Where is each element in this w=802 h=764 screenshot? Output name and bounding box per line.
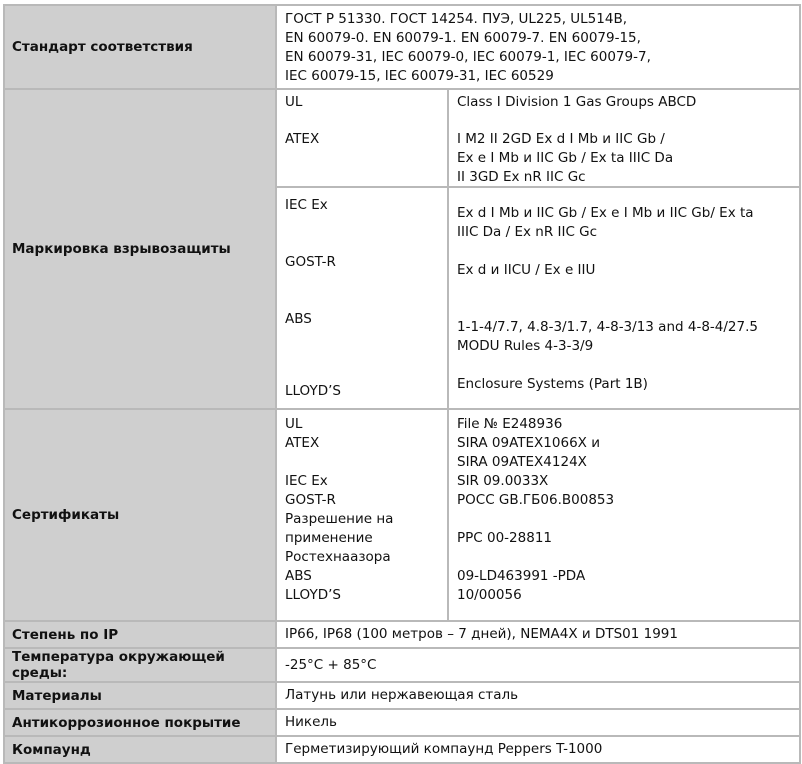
cert-gostr-value: РОСС GB.ГБ06.В00853 xyxy=(457,492,615,508)
value-materials: Латунь или нержавеющая сталь xyxy=(276,682,800,709)
marking-gostr-value: Ex d и IICU / Ex e IIU xyxy=(457,262,596,278)
label-compound: Компаунд xyxy=(4,736,276,763)
spec-table xyxy=(3,4,801,764)
label-certificates: Сертификаты xyxy=(4,409,276,621)
cert-iecex-value: SIR 09.0033X xyxy=(457,473,549,489)
label-ip: Степень по IP xyxy=(4,621,276,648)
marking-ul-name: UL xyxy=(285,94,303,110)
row-coating xyxy=(4,709,800,736)
marking-iecex-value: Ex d I Mb и IIC Gb / Ex e I Mb и IIC Gb/ Ex ta xyxy=(457,205,754,221)
cert-rtn-name: Разрешение на xyxy=(285,511,394,527)
value-standard xyxy=(276,5,800,89)
standard-line: ГОСТ Р 51330. ГОСТ 14254. ПУЭ, UL225, UL514B, xyxy=(285,11,627,27)
cert-abs-name: ABS xyxy=(285,568,312,584)
certificates-subtable xyxy=(276,409,800,621)
label-temperature: Температура окружающей среды: xyxy=(4,648,276,682)
certificates-values xyxy=(449,410,799,620)
certificates-names xyxy=(277,410,449,620)
marking-ul-value: Class I Division 1 Gas Groups ABCD xyxy=(457,94,697,110)
label-materials: Материалы xyxy=(4,682,276,709)
marking-values xyxy=(449,90,799,408)
cert-atex-name: ATEX xyxy=(285,435,320,451)
cert-lloyds-value: 10/00056 xyxy=(457,587,522,603)
marking-gostr-name: GOST-R xyxy=(285,254,336,270)
marking-names xyxy=(277,90,449,408)
standard-line: IEC 60079-15, IEC 60079-31, IEC 60529 xyxy=(285,68,554,84)
row-marking xyxy=(4,89,800,409)
marking-atex-value: I M2 II 2GD Ex d I Mb и IIC Gb / xyxy=(457,131,665,147)
marking-atex-value: Ex e I Mb и IIC Gb / Ex ta IIIC Da xyxy=(457,150,674,166)
label-coating: Антикоррозионное покрытие xyxy=(4,709,276,736)
cert-ul-name: UL xyxy=(285,416,303,432)
row-standard xyxy=(4,5,800,89)
marking-iecex-value: IIIC Da / Ex nR IIC Gc xyxy=(457,224,598,240)
marking-subtable xyxy=(276,89,800,409)
marking-abs-name: ABS xyxy=(285,311,312,327)
row-compound xyxy=(4,736,800,763)
cert-iecex-name: IEC Ex xyxy=(285,473,328,489)
cert-atex-value: SIRA 09ATEX1066X и xyxy=(457,435,600,451)
label-standard: Стандарт соответствия xyxy=(4,5,276,89)
cert-gostr-name: GOST-R xyxy=(285,492,336,508)
marking-iecex-name: IEC Ex xyxy=(285,197,328,213)
cert-lloyds-name: LLOYD’S xyxy=(285,587,341,603)
marking-lloyds-value: Enclosure Systems (Part 1B) xyxy=(457,376,648,392)
marking-abs-value: 1-1-4/7.7, 4.8-3/1.7, 4-8-3/13 and 4-8-4/27.5 xyxy=(457,319,758,335)
cert-abs-value: 09-LD463991 -PDA xyxy=(457,568,586,584)
cert-rtn-name: применение xyxy=(285,530,373,546)
value-temperature: -25°C + 85°C xyxy=(276,648,800,682)
marking-atex-value: II 3GD Ex nR IIC Gc xyxy=(457,169,586,185)
row-materials xyxy=(4,682,800,709)
cert-rtn-value: PPC 00-28811 xyxy=(457,530,552,546)
label-marking: Маркировка взрывозащиты xyxy=(4,89,276,409)
standard-line: EN 60079-0. EN 60079-1. EN 60079-7. EN 60079-15, xyxy=(285,30,641,46)
row-temperature xyxy=(4,648,800,682)
value-compound: Герметизирующий компаунд Peppers T-1000 xyxy=(276,736,800,763)
cert-ul-value: File № E248936 xyxy=(457,416,563,432)
value-ip: IP66, IP68 (100 метров – 7 дней), NEMA4X и DTS01 1991 xyxy=(276,621,800,648)
standard-line: EN 60079-31, IEC 60079-0, IEC 60079-1, IEC 60079-7, xyxy=(285,49,651,65)
marking-lloyds-name: LLOYD’S xyxy=(285,383,341,399)
value-coating: Никель xyxy=(276,709,800,736)
row-ip xyxy=(4,621,800,648)
cert-atex-value: SIRA 09ATEX4124X xyxy=(457,454,587,470)
row-certificates xyxy=(4,409,800,621)
cert-rtn-name: Ростехнаазора xyxy=(285,549,391,565)
marking-abs-value: MODU Rules 4-3-3/9 xyxy=(457,338,594,354)
marking-atex-name: ATEX xyxy=(285,131,320,147)
